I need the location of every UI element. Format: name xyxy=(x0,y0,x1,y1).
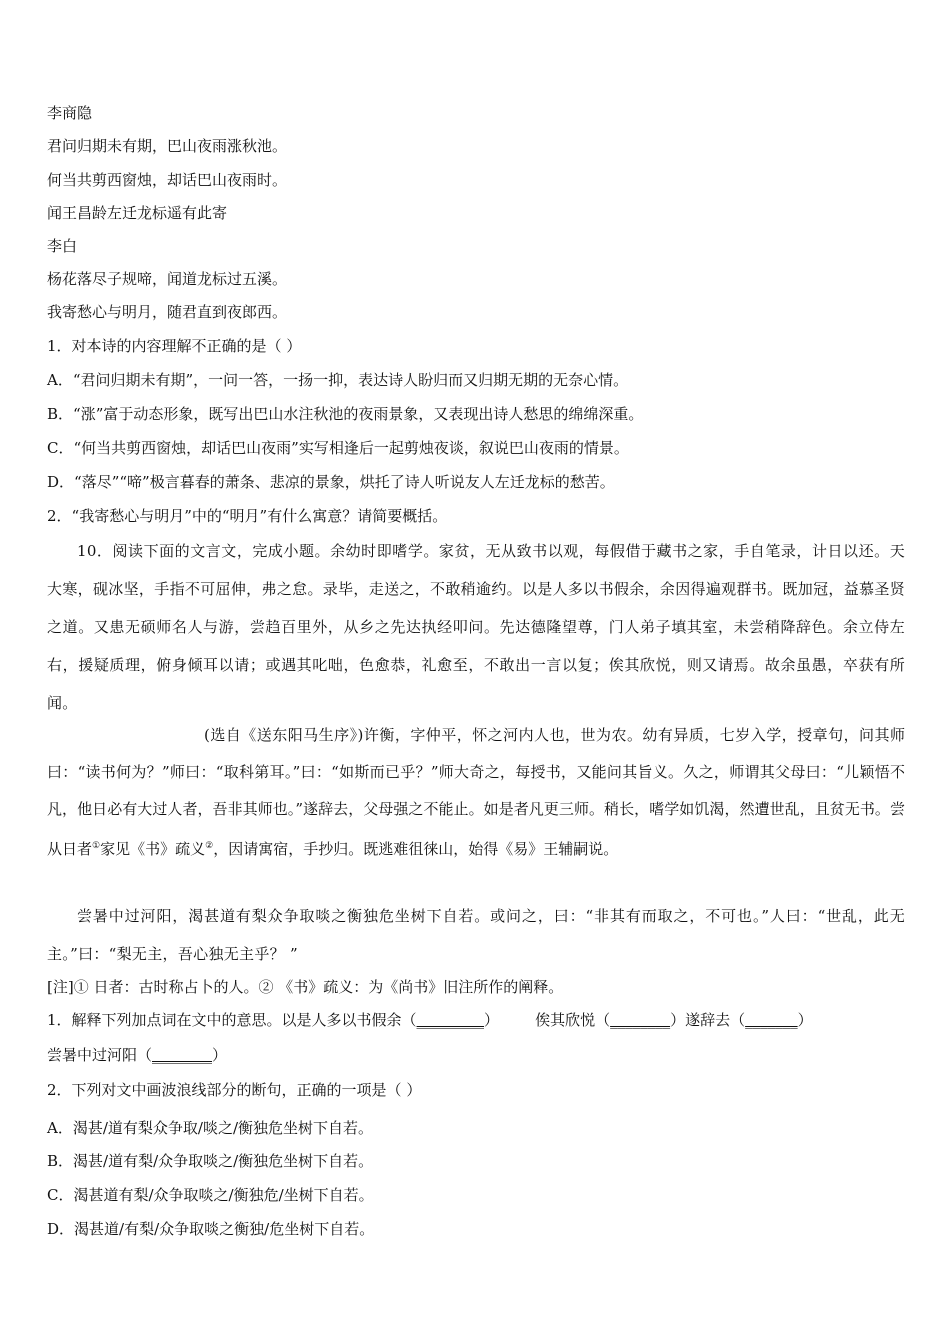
answer-blank-4[interactable]: ________ xyxy=(152,1046,213,1064)
poem1-author: 李商隐 xyxy=(47,104,93,122)
passage-2-text-b: 家见《书》疏义 xyxy=(100,840,206,858)
close-paren-1: ） xyxy=(484,1011,500,1029)
poem2-title: 闻王昌龄左迁龙标遥有此寄 xyxy=(47,204,228,222)
answer-blank-1[interactable]: _________ xyxy=(416,1011,485,1029)
sub-question-1-item-3: 遂辞去（ xyxy=(685,1011,746,1029)
passage-2-text: 许衡，字仲平，怀之河内人也，世为农。幼有异质，七岁入学，授章句，问其师曰：“读书何为？”师曰：“取科第耳。”曰：“如斯而已乎？”师大奇之，每授书，又能问其旨义。久之，师谓其父母曰：“儿颖悟不凡，他日必有大过人者，吾非其师也。”遂辞去，父母强之不能止。如是者凡更三师。稍长，嗜学如饥渴，然遭世乱，且贫无书。尝从日者 xyxy=(47,726,905,858)
question-2-stem: 2．“我寄愁心与明月”中的“明月”有什么寓意？请简要概括。 xyxy=(47,507,448,525)
question-1-option-c: C．“何当共剪西窗烛，却话巴山夜雨”实写相逢后一起剪烛夜谈，叙说巴山夜雨的情景。 xyxy=(47,439,629,457)
sub-question-2-stem: 2．下列对文中画波浪线部分的断句，正确的一项是（ ） xyxy=(47,1081,422,1099)
annotation-note: [注]① 日者：古时称占卜的人。② 《书》疏义：为《尚书》旧注所作的阐释。 xyxy=(47,978,564,996)
poem1-line-2: 何当共剪西窗烛，却话巴山夜雨时。 xyxy=(47,171,288,189)
answer-blank-2[interactable]: ________ xyxy=(610,1011,671,1029)
poem2-line-2: 我寄愁心与明月，随君直到夜郎西。 xyxy=(47,303,288,321)
poem2-author: 李白 xyxy=(47,237,78,255)
question-1-stem: 1．对本诗的内容理解不正确的是（ ） xyxy=(47,337,302,355)
sub-question-1-row xyxy=(47,1010,813,1030)
sub-question-1-row-2 xyxy=(47,1045,227,1065)
close-paren-2: ） xyxy=(670,1011,686,1029)
passage-2-text-c: ，因请寓宿，手抄归。既逃难徂徕山，始得《易》王辅嗣说。 xyxy=(213,840,619,858)
passage-3: 尝暑中过河阳，渴甚道有梨众争取啖之衡独危坐树下自若。或问之，曰：“非其有而取之，不可也。”人曰：“世乱，此无主。”曰：“梨无主，吾心独无主乎？ ” xyxy=(47,907,905,963)
poem2-line-1: 杨花落尽子规啼，闻道龙标过五溪。 xyxy=(47,270,288,288)
sub-question-1-item-2: 俟其欣悦（ xyxy=(535,1011,611,1029)
close-paren-4: ） xyxy=(212,1046,228,1064)
note-marker-1: ① xyxy=(92,841,101,851)
sub-question-2-option-a: A．渴甚/道有梨众争取/啖之/衡独危坐树下自若。 xyxy=(47,1119,373,1137)
question-1-option-b: B．“涨”富于动态形象，既写出巴山水注秋池的夜雨景象，又表现出诗人愁思的绵绵深重。 xyxy=(47,405,644,423)
question-1-option-a: A．“君问归期未有期”，一问一答，一扬一抑，表达诗人盼归而又归期无期的无奈心情。 xyxy=(47,371,629,389)
poem1-line-1: 君问归期未有期，巴山夜雨涨秋池。 xyxy=(47,137,288,155)
sub-question-1-item-4: 尝暑中过河阳（ xyxy=(47,1046,153,1064)
sub-question-2-option-b: B．渴甚/道有梨/众争取啖之/衡独危坐树下自若。 xyxy=(47,1152,374,1170)
answer-blank-3[interactable]: _______ xyxy=(745,1011,798,1029)
note-marker-2: ② xyxy=(205,841,214,851)
close-paren-3: ） xyxy=(797,1011,813,1029)
passage-1: 10．阅读下面的文言文，完成小题。余幼时即嗜学。家贫，无从致书以观，每假借于藏书之家，手自笔录，计日以还。天大寒，砚冰坚，手指不可屈伸，弗之怠。录毕，走送之，不敢稍逾约。以是人多以书假余，余因得遍观群书。既加冠，益慕圣贤之道。又患无硕师名人与游，尝趋百里外，从乡之先达执经叩问。先达德隆望尊，门人弟子填其室，未尝稍降辞色。余立侍左右，援疑质理，俯身倾耳以请；或遇其叱咄，色愈恭，礼愈至，不敢出一言以复；俟其欣悦，则又请焉。故余虽愚，卒获有所闻。 xyxy=(47,542,905,712)
passage-source: (选自《送东阳马生序》) xyxy=(204,726,364,744)
sub-question-2-option-c: C．渴甚道有梨/众争取啖之/衡独危/坐树下自若。 xyxy=(47,1186,374,1204)
question-1-option-d: D．“落尽”“啼”极言暮春的萧条、悲凉的景象，烘托了诗人听说友人左迁龙标的愁苦。 xyxy=(47,473,615,491)
sub-question-1-stem: 1．解释下列加点词在文中的意思。以是人多以书假余（ xyxy=(47,1011,417,1029)
sub-question-2-option-d: D．渴甚道/有梨/众争取啖之衡独/危坐树下自若。 xyxy=(47,1220,375,1238)
passage-2 xyxy=(47,717,905,868)
